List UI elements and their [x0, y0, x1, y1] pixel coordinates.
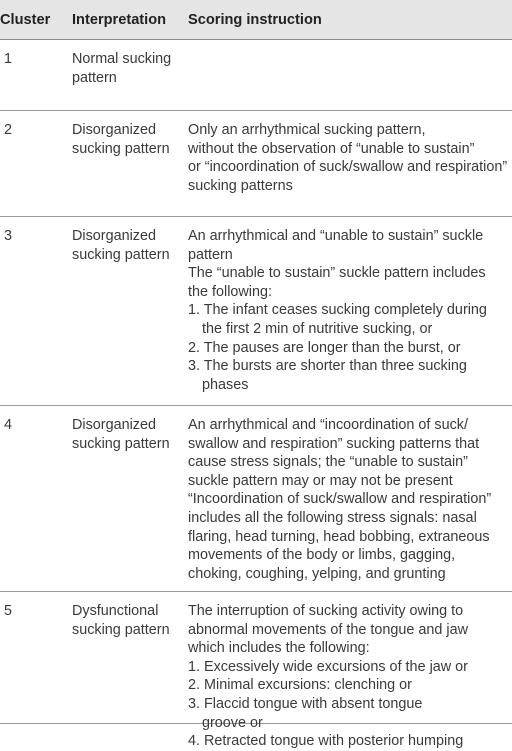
list-text: Flaccid tongue with absent tongue — [204, 695, 423, 712]
cluster-cell: 4 — [4, 417, 13, 433]
scoring-line: swallow and respiration” sucking patterns that — [188, 435, 480, 452]
scoring-line: movements of the body or limbs, gagging, — [188, 547, 456, 564]
list-text: The bursts are shorter than three sucking — [203, 358, 467, 375]
list-text: The infant ceases sucking completely during — [203, 302, 487, 319]
scoring-line: flaring, head turning, head bobbing, extraneous — [188, 528, 490, 545]
interpretation-line: Dysfunctional — [72, 603, 159, 619]
interpretation-line: Disorganized — [72, 417, 156, 433]
table-row — [0, 217, 512, 406]
cluster-cell: 3 — [4, 228, 13, 244]
table-header-row — [0, 0, 512, 40]
header-scoring-instruction: Scoring instruction — [188, 11, 322, 28]
scoring-cell — [188, 217, 512, 405]
interpretation-line: sucking pattern — [72, 621, 170, 638]
scoring-line: Only an arrhythmical sucking pattern, — [188, 122, 426, 138]
table-row — [0, 111, 512, 217]
interpretation-line: pattern — [72, 69, 117, 86]
scoring-line: the following: — [188, 283, 272, 300]
cluster-cell: 2 — [4, 122, 13, 138]
list-text: Minimal excursions: clenching or — [204, 677, 412, 694]
scoring-line: or “incoordination of suck/swallow and respiration” — [188, 159, 508, 176]
interpretation-line: sucking pattern — [72, 246, 170, 263]
list-item — [188, 339, 512, 358]
scoring-cell — [188, 592, 512, 750]
interpretation-line: Disorganized — [72, 122, 156, 138]
interpretation-cell — [72, 406, 188, 591]
scoring-line: without the observation of “unable to sustain” — [188, 140, 475, 157]
header-interpretation: Interpretation — [72, 11, 167, 28]
scoring-line: includes all the following stress signals: nasal — [188, 509, 477, 526]
scoring-line: The interruption of sucking activity owing to — [188, 603, 464, 619]
list-text: the first 2 min of nutritive sucking, or — [202, 320, 433, 337]
list-text: groove or — [202, 714, 263, 731]
scoring-line: An arrhythmical and “unable to sustain” suckle — [188, 228, 484, 244]
interpretation-line: Disorganized — [72, 228, 156, 244]
list-item — [188, 676, 512, 695]
scoring-line: suckle pattern may or may not be present — [188, 472, 453, 489]
scoring-line: The “unable to sustain” suckle pattern includes — [188, 265, 486, 282]
scoring-line: “Incoordination of suck/swallow and respiration” — [188, 491, 492, 508]
list-number: 1. — [188, 302, 201, 319]
scoring-line: pattern — [188, 246, 233, 263]
scoring-cell — [188, 40, 512, 110]
list-number: 2. — [188, 677, 201, 694]
list-number: 1. — [188, 658, 201, 675]
interpretation-cell — [72, 40, 188, 110]
list-text: The pauses are longer than the burst, or — [203, 339, 461, 356]
list-number: 2. — [188, 339, 201, 356]
cluster-cell: 1 — [4, 51, 13, 67]
table-row — [0, 406, 512, 592]
scoring-cell — [188, 111, 512, 216]
scoring-line: choking, coughing, yelping, and grunting — [188, 565, 446, 582]
list-text: Retracted tongue with posterior humping — [204, 733, 464, 750]
list-text: Excessively wide excursions of the jaw or — [204, 658, 468, 675]
interpretation-line: sucking pattern — [72, 140, 170, 157]
scoring-line: cause stress signals; the “unable to sustain” — [188, 454, 468, 471]
interpretation-cell — [72, 592, 188, 723]
scoring-line: sucking patterns — [188, 177, 293, 194]
list-item — [188, 658, 512, 677]
scoring-cell — [188, 406, 512, 591]
table-row — [0, 592, 512, 750]
list-number: 3. — [188, 695, 201, 712]
scoring-line: which includes the following: — [188, 640, 370, 657]
list-text: phases — [202, 376, 249, 393]
scoring-line: An arrhythmical and “incoordination of suck/ — [188, 417, 468, 433]
interpretation-cell — [72, 217, 188, 405]
list-item — [188, 301, 512, 338]
list-number: 4. — [188, 733, 201, 750]
table-row — [0, 40, 512, 111]
list-number: 3. — [188, 358, 201, 375]
header-cluster: Cluster — [0, 11, 51, 28]
cluster-cell: 5 — [4, 603, 13, 619]
list-item — [188, 357, 512, 394]
list-item — [188, 695, 512, 732]
interpretation-cell — [72, 111, 188, 216]
interpretation-line: sucking pattern — [72, 435, 170, 452]
scoring-line: abnormal movements of the tongue and jaw — [188, 621, 468, 638]
interpretation-line: Normal sucking — [72, 51, 172, 67]
list-item — [188, 732, 512, 751]
